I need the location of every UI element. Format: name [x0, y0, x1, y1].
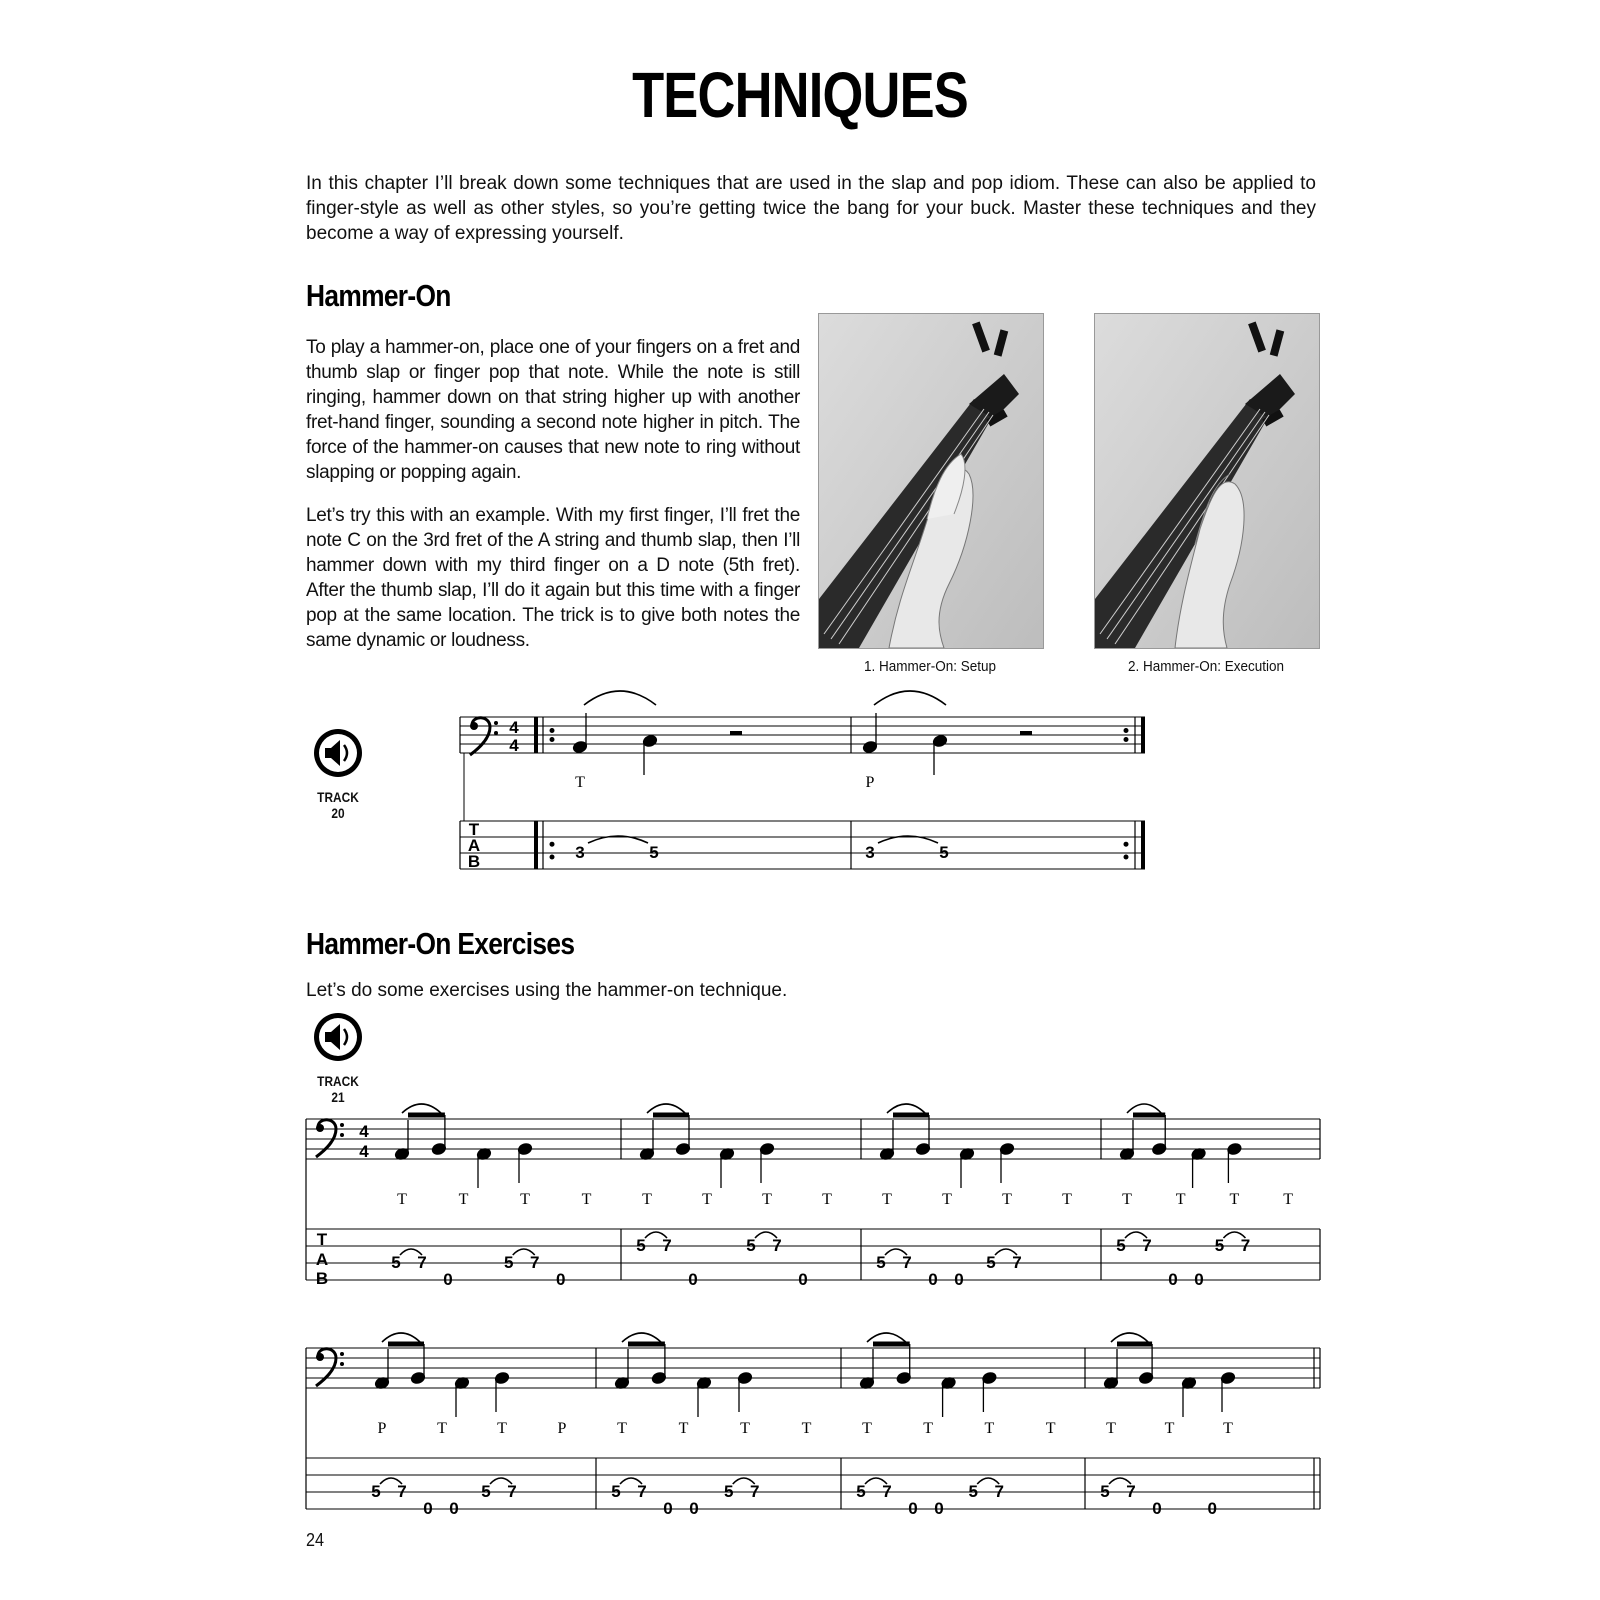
example-time-sig-top: 4 [509, 718, 519, 737]
system2-technique: T [437, 1420, 447, 1437]
system1-technique: T [942, 1191, 952, 1208]
repeat-dot [550, 842, 555, 847]
system1-tab-fret: 7 [1012, 1253, 1022, 1272]
system1-technique: T [1122, 1191, 1132, 1208]
system2-tab-fret: 7 [397, 1482, 407, 1501]
system1-tab-fret: 7 [772, 1236, 782, 1255]
repeat-dot [1124, 737, 1129, 742]
bass-clef-dot-upper [494, 721, 498, 725]
system1-tab-fret: 7 [1240, 1236, 1251, 1255]
system2-technique: T [740, 1420, 750, 1437]
example-technique-0: T [575, 774, 585, 791]
system1-tab-fret: 7 [417, 1253, 427, 1272]
example-fret: 5 [939, 843, 949, 862]
system1-technique: T [520, 1191, 530, 1208]
half-rest [730, 731, 742, 735]
system2-tab-fret: 0 [1207, 1499, 1217, 1518]
system2-technique: T [678, 1420, 689, 1437]
track-20-label: TRACK 20 [317, 789, 359, 821]
hammer-on-exercises-text: Let’s do some exercises using the hammer-on technique. [306, 980, 788, 1001]
example-fret: 3 [575, 843, 585, 862]
system1-tab-fret: 0 [688, 1270, 698, 1289]
hammer-on-exercises-heading: Hammer-On Exercises [306, 926, 575, 961]
intro-paragraph: In this chapter I’ll break down some techniques that are used in the slap and pop idiom. These can also be applied to finger-style as well as other styles, so you’re getting twice the bang for your buck. Master these techniques and they become a way of expressing yourself. [306, 173, 1316, 244]
slur [402, 1104, 441, 1113]
repeat-dot [550, 728, 555, 733]
system1-tab-fret: 5 [876, 1253, 886, 1272]
system1-technique: T [1283, 1191, 1293, 1208]
system2-technique: T [923, 1420, 934, 1437]
system1-tab-fret: 5 [1214, 1236, 1225, 1255]
system2-technique: T [801, 1420, 812, 1437]
system1-tab-fret: 5 [746, 1236, 756, 1255]
system2-bass-clef-dot-upper [340, 1352, 344, 1356]
system2-tab-fret: 0 [1152, 1499, 1162, 1518]
example-fret: 3 [865, 843, 875, 862]
system1-tab-fret: 0 [443, 1270, 453, 1289]
slur [887, 1104, 925, 1113]
tab-clef-b: B [315, 1269, 329, 1288]
system1-tab-fret: 7 [902, 1253, 912, 1272]
example-technique-1: P [865, 774, 875, 791]
system1-technique: T [1062, 1191, 1072, 1208]
system1-bass-clef-dot [316, 1124, 324, 1132]
system1-technique: T [1002, 1191, 1012, 1208]
page-title: TECHNIQUES [632, 59, 968, 131]
hammer-on-paragraph-2: Let’s try this with an example. With my first finger, I’ll fret the note C on the 3rd fret of the A string and thumb slap, then I’ll hammer down with my third finger on a D note (5th fret). After the thumb slap, I’ll do it again but this time with a finger pop at the same location. The trick is to give both notes the same dynamic or loudness. [306, 505, 800, 651]
system2-technique: P [557, 1420, 567, 1437]
example-tab-clef-a: A [467, 836, 481, 855]
system1-time-sig-bottom: 4 [359, 1142, 369, 1161]
system1-tab-fret: 0 [928, 1270, 938, 1289]
system2-tab-fret: 0 [689, 1499, 699, 1518]
system2-tab-fret: 0 [423, 1499, 433, 1518]
system1-technique: T [822, 1191, 832, 1208]
tab-clef-a: A [315, 1250, 329, 1269]
tab-clef-t: T [316, 1230, 328, 1249]
bass-clef-dot-lower [494, 731, 498, 735]
system1-tab-fret: 0 [954, 1270, 964, 1289]
system1-tab-fret: 0 [798, 1270, 808, 1289]
system1-tab-fret: 7 [662, 1236, 672, 1255]
system2-technique: T [497, 1420, 507, 1437]
slur [622, 1333, 661, 1342]
track-21-label: TRACK 21 [317, 1073, 359, 1105]
system1-technique: T [1175, 1191, 1186, 1208]
system2-tab-fret: 7 [507, 1482, 517, 1501]
system2-tab-fret: 5 [371, 1482, 381, 1501]
system2-bass-clef-dot-lower [340, 1362, 344, 1366]
system2-tab-fret: 5 [968, 1482, 978, 1501]
system2-tab-fret: 5 [1100, 1482, 1110, 1501]
system2-technique: T [862, 1420, 872, 1437]
system2-technique: T [1045, 1420, 1056, 1437]
system1-technique: T [762, 1191, 772, 1208]
system2-tab-fret: 0 [663, 1499, 673, 1518]
system1-time-sig-top: 4 [359, 1122, 369, 1141]
system2-tab-fret: 7 [637, 1482, 647, 1501]
system2-tab-fret: 5 [611, 1482, 621, 1501]
system2-tab-fret: 7 [994, 1482, 1004, 1501]
system1-technique: T [642, 1191, 652, 1208]
slur [1111, 1333, 1148, 1342]
slur [647, 1104, 685, 1113]
system1-technique: T [702, 1191, 712, 1208]
system2-tab-fret: 0 [449, 1499, 459, 1518]
system1-tab-fret: 7 [530, 1253, 540, 1272]
system2-tab-fret: 7 [882, 1482, 892, 1501]
example-fret: 5 [649, 843, 659, 862]
slur [867, 1333, 906, 1342]
system2-tab-fret: 7 [1126, 1482, 1136, 1501]
system1-tab-fret: 5 [504, 1253, 514, 1272]
repeat-dot [550, 737, 555, 742]
system1-tab-fret: 7 [1142, 1236, 1152, 1255]
system1-tab-fret: 0 [1168, 1270, 1178, 1289]
bass-clef-dot [470, 722, 478, 730]
system2-tab-fret: 5 [856, 1482, 866, 1501]
system1-technique: T [882, 1191, 892, 1208]
slur [382, 1333, 420, 1342]
system1-tab-fret: 5 [986, 1253, 996, 1272]
system1-technique: T [458, 1191, 469, 1208]
system1-tab-fret: 0 [1194, 1270, 1204, 1289]
system2-technique: T [984, 1420, 995, 1437]
system2-tab-fret: 0 [908, 1499, 918, 1518]
repeat-dot [1124, 842, 1129, 847]
system2-bass-clef-dot [316, 1353, 324, 1361]
page-number: 24 [306, 1530, 325, 1550]
system1-tab-fret: 5 [1116, 1236, 1126, 1255]
system2-technique: T [1164, 1420, 1175, 1437]
slur [874, 691, 946, 705]
repeat-dot [550, 855, 555, 860]
system2-technique: T [617, 1420, 627, 1437]
system1-technique: T [581, 1191, 592, 1208]
hammer-on-heading: Hammer-On [306, 278, 451, 313]
system1-bass-clef-dot-upper [340, 1123, 344, 1127]
system2-tab-fret: 5 [481, 1482, 491, 1501]
example-tab-clef-b: B [467, 852, 481, 871]
system1-technique: T [1229, 1191, 1240, 1208]
repeat-dot [1124, 855, 1129, 860]
hammer-on-paragraph-1: To play a hammer-on, place one of your fingers on a fret and thumb slap or finger pop that note. While the note is still ringing, hammer down on that string higher up with another fret-hand finger, sounding a second note higher in pitch. The force of the hammer-on causes that new note to ring without slapping or popping again. [306, 337, 800, 483]
system1-tab-fret: 5 [391, 1253, 401, 1272]
system2-technique: T [1223, 1420, 1233, 1437]
system2-technique: P [377, 1420, 387, 1437]
slur [1127, 1104, 1161, 1113]
system1-tab-fret: 5 [636, 1236, 646, 1255]
example-tab-clef-t: T [468, 820, 480, 839]
slur [584, 691, 656, 705]
system1-technique: T [397, 1191, 407, 1208]
half-rest [1020, 731, 1032, 735]
system2-technique: T [1106, 1420, 1116, 1437]
system1-bass-clef-dot-lower [340, 1133, 344, 1137]
system2-tab-fret: 5 [724, 1482, 734, 1501]
photo-caption-setup: 1. Hammer-On: Setup [863, 658, 997, 675]
system1-tab-fret: 0 [556, 1270, 566, 1289]
system2-tab-fret: 7 [750, 1482, 760, 1501]
example-time-sig-bottom: 4 [509, 736, 519, 755]
photo-caption-execution: 2. Hammer-On: Execution [1127, 658, 1285, 675]
repeat-dot [1124, 728, 1129, 733]
system2-tab-fret: 0 [934, 1499, 944, 1518]
